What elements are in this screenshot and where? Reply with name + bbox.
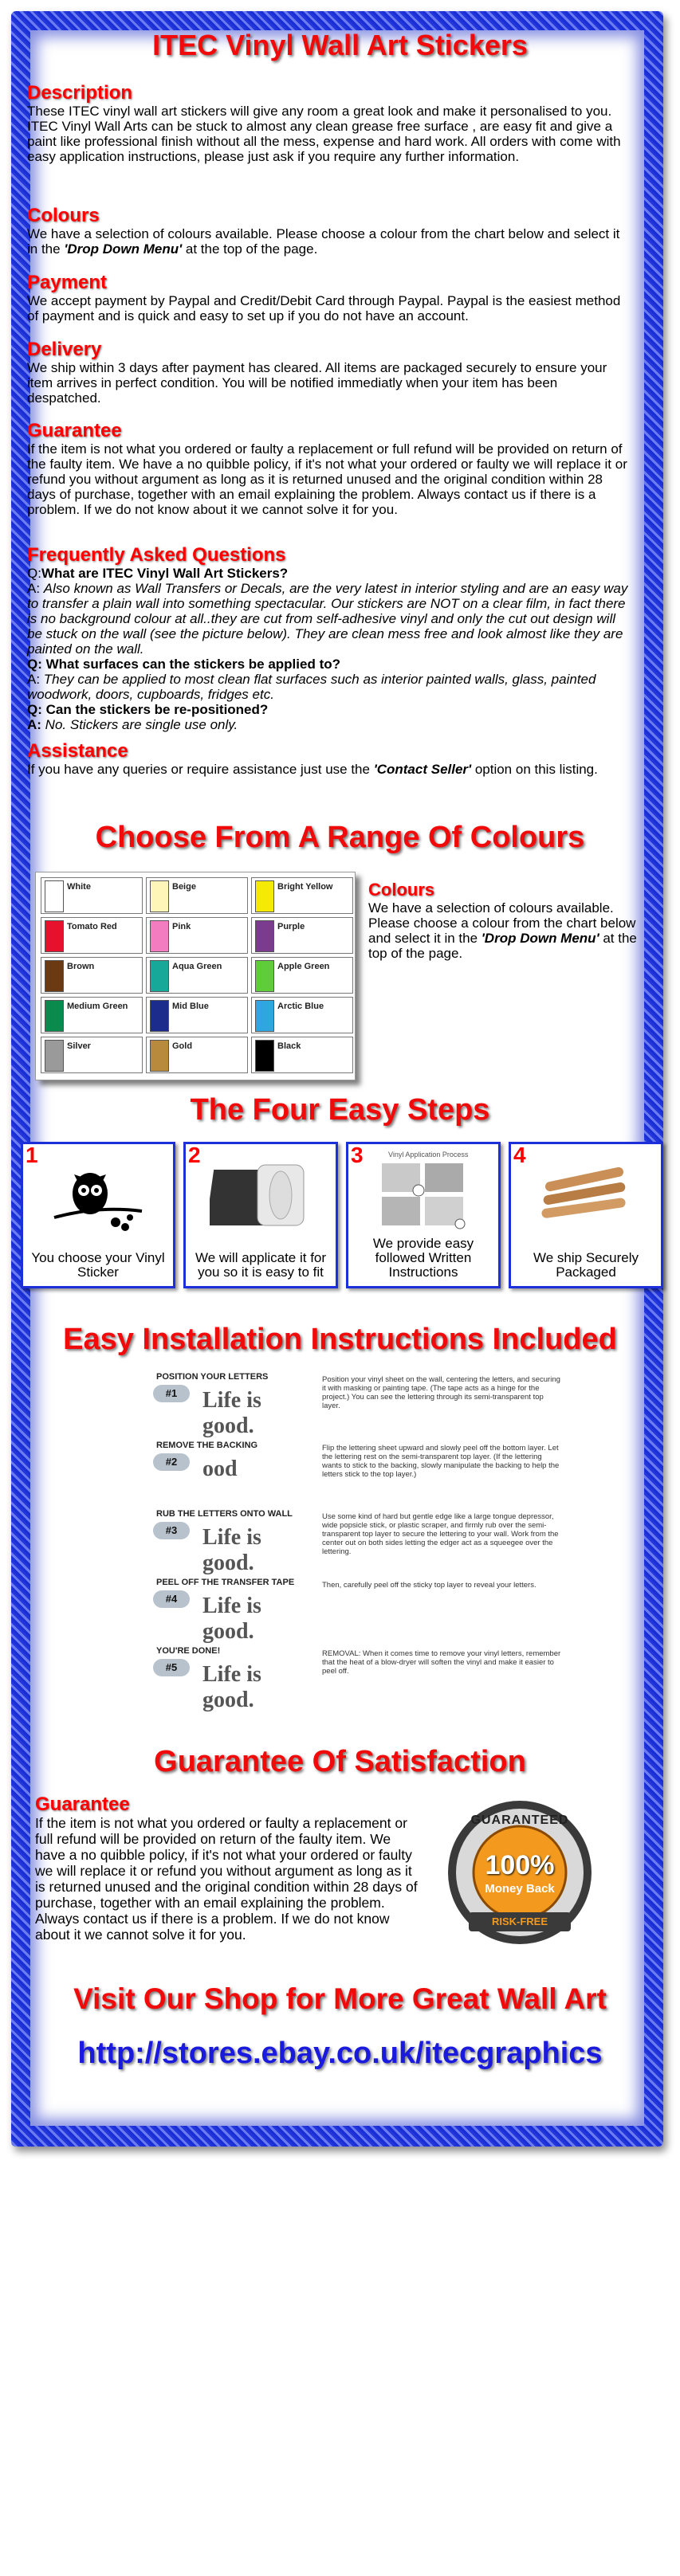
faq-question <box>27 657 633 672</box>
q-prefix: Q: <box>27 657 46 672</box>
seal-top-text: GUARANTEED <box>470 1813 569 1827</box>
side-text-b: at the top of the page. <box>368 931 637 961</box>
step-card-4 <box>509 1142 663 1288</box>
install-sample-text: Life is good. <box>202 1525 261 1575</box>
install-instructions <box>153 1372 568 1715</box>
faq-answer <box>27 672 633 702</box>
faq-question <box>27 702 633 717</box>
install-step-number: #1 <box>153 1385 190 1402</box>
swatch-color <box>255 880 274 912</box>
question-text: What surfaces can the stickers be applied to? <box>45 657 340 672</box>
colour-chart <box>35 872 356 1080</box>
section-assistance <box>27 741 633 777</box>
section-text: We ship within 3 days after payment has cleared. All items are packaged securely to ensure your item arrives in perfect condition. You will be notified immediatly when your item has been despatched. <box>27 360 607 406</box>
shop-url-link[interactable]: http://stores.ebay.co.uk/itecgraphics <box>77 2037 603 2070</box>
swatch-name: Bright Yellow <box>277 882 333 892</box>
satisfaction-block <box>35 1794 418 1943</box>
steps-title: The Four Easy Steps <box>190 1093 490 1127</box>
section-guarantee <box>27 421 633 517</box>
section-faq <box>27 545 633 732</box>
section-heading: Assistance <box>27 740 128 762</box>
colour-swatch <box>41 957 143 994</box>
section-text: These ITEC vinyl wall art stickers will give any room a great look and make it personalised to you. <box>27 104 612 119</box>
side-heading: Colours <box>368 880 435 900</box>
swatch-color <box>45 880 64 912</box>
install-step-desc: Position your vinyl sheet on the wall, centering the letters, and securing it with masking or painting tape. (The tape acts as a hinge for the project.) You can see the lettering through its semi-transparent top layer. <box>322 1375 560 1410</box>
install-step-title: YOU'RE DONE! <box>156 1646 221 1656</box>
section-text <box>27 762 633 777</box>
step-number: 3 <box>351 1143 364 1167</box>
section-description <box>27 83 633 164</box>
vinyl-roll-icon <box>210 1154 313 1233</box>
swatch-color <box>150 960 169 992</box>
swatch-color <box>45 1040 64 1072</box>
swatch-color <box>255 1000 274 1032</box>
postal-tubes-icon <box>537 1160 632 1232</box>
swatch-name: Pink <box>172 922 191 931</box>
swatch-grid <box>41 877 353 1073</box>
colours-side-info <box>368 880 639 961</box>
section-heading: Colours <box>27 205 100 226</box>
swatch-color <box>255 960 274 992</box>
swatch-color <box>255 1040 274 1072</box>
install-title: Easy Installation Instructions Included <box>63 1323 617 1356</box>
install-step-desc: REMOVAL: When it comes time to remove your vinyl letters, remember that the heat of a blow-dryer will soften the vinyl and make it easier to peel off. <box>322 1649 561 1676</box>
seal-sub: Money Back <box>485 1882 555 1896</box>
instructions-icon <box>380 1160 468 1232</box>
a-prefix: A: <box>27 672 44 687</box>
step-caption: We ship Securely Packaged <box>533 1250 639 1280</box>
section-delivery <box>27 339 633 406</box>
install-step-title: REMOVE THE BACKING <box>156 1441 258 1450</box>
satisfaction-text: If the item is not what you ordered or faulty a replacement or full refund will be provided on return of the faulty item. We have a no quibble policy, if it's not what your ordered or faulty we will replace it or refund you without argument as long as it is returned unused and the original condition within 28 days of purchase, together with an email explaining the problem. Always contact us if there is a problem. If we do not know about it we cannot solve it for you. <box>35 1815 418 1943</box>
satisfaction-heading: Guarantee <box>35 1794 130 1815</box>
step-number: 4 <box>513 1143 526 1167</box>
section-heading: Description <box>27 82 133 104</box>
seal-bottom-text: RISK-FREE <box>491 1915 548 1927</box>
assist-text: option on this listing. <box>471 762 598 777</box>
step-caption: We provide easy followed Written Instructions <box>372 1236 474 1280</box>
swatch-name: Gold <box>172 1041 193 1051</box>
faq-answer <box>27 717 633 732</box>
section-text <box>27 226 633 257</box>
swatch-color <box>150 1040 169 1072</box>
swatch-name: Black <box>277 1041 301 1051</box>
install-sample-text: Life is good. <box>202 1388 261 1438</box>
swatch-name: Mid Blue <box>172 1002 209 1011</box>
assist-text: If you have any queries or require assistance just use the <box>27 762 374 777</box>
step-card-2 <box>183 1142 338 1288</box>
contact-seller-link[interactable]: 'Contact Seller' <box>373 762 472 777</box>
owl-icon <box>50 1162 146 1241</box>
install-step-desc: Flip the lettering sheet upward and slowly peel off the bottom layer. Let the lettering rest on the semi-transparent top layer. (If the lettering wants to stick to the backing, slowly manipulate the backing to help the letters stick to the top layer.) <box>322 1444 560 1479</box>
swatch-color <box>150 920 169 952</box>
guarantee-seal <box>440 1793 599 1952</box>
colour-swatch <box>146 877 248 914</box>
section-payment <box>27 272 633 323</box>
answer-text: No. Stickers are single use only. <box>45 717 238 732</box>
install-step-number: #2 <box>153 1453 190 1471</box>
swatch-color <box>255 920 274 952</box>
install-step-number: #3 <box>153 1522 190 1539</box>
q-prefix: Q: <box>27 702 46 717</box>
install-sample-text: ood <box>202 1457 238 1481</box>
section-text: If the item is not what you ordered or faulty a replacement or full refund will be provided on return of the faulty item. We have a no quibble policy, if it's not what your ordered or faulty we will replace it or refund you without argument as long as it is returned unused and the original condition within 28 days of purchase, together with an email explaining the problem. Always contact us if there is a problem. If we do not know about it we cannot solve it for you. <box>27 441 627 517</box>
swatch-name: Aqua Green <box>172 962 222 971</box>
section-heading: Frequently Asked Questions <box>27 544 286 566</box>
a-prefix: A: <box>27 581 44 596</box>
step-caption: You choose your Vinyl Sticker <box>31 1250 165 1280</box>
install-step <box>153 1441 568 1512</box>
install-step-title: POSITION YOUR LETTERS <box>156 1372 269 1382</box>
section-text: We accept payment by Paypal and Credit/Debit Card through Paypal. Paypal is the easiest method of payment and is quick and easy to set up if you do not have an account. <box>27 293 621 323</box>
install-step-desc: Use some kind of hard but gentle edge like a large tongue depressor, wide popsicle stick, or plastic scraper, and firmly rub over the semi-transparent top layer to secure the lettering to your wall. Work from the center out on both sides letting the edger act as a squeegee over the lettering. <box>322 1512 559 1556</box>
install-sample-text: Life is good. <box>202 1662 261 1712</box>
install-step <box>153 1509 568 1581</box>
faq-question <box>27 566 633 581</box>
q-prefix: Q: <box>27 566 41 581</box>
colour-swatch <box>251 997 353 1033</box>
colour-swatch <box>251 877 353 914</box>
swatch-color <box>45 920 64 952</box>
swatch-name: Arctic Blue <box>277 1002 324 1011</box>
colours-title: Choose From A Range Of Colours <box>95 821 585 854</box>
colour-swatch <box>41 917 143 954</box>
steps-row <box>21 1142 658 1285</box>
colours-text: We have a selection of colours available. Please choose a colour from the chart below and select it in the 'Drop Down Menu' at the top of the page. <box>27 226 620 257</box>
swatch-name: Silver <box>67 1041 91 1051</box>
question-text: What are ITEC Vinyl Wall Art Stickers? <box>41 566 289 581</box>
colour-swatch <box>146 997 248 1033</box>
section-colours <box>27 206 633 257</box>
install-step-desc: Then, carefully peel off the sticky top layer to reveal your letters. <box>322 1581 537 1590</box>
section-heading: Delivery <box>27 339 102 360</box>
install-step-title: RUB THE LETTERS ONTO WALL <box>156 1509 293 1519</box>
colour-swatch <box>251 917 353 954</box>
swatch-name: Tomato Red <box>67 922 117 931</box>
install-step-number: #5 <box>153 1659 190 1676</box>
install-step <box>153 1578 568 1649</box>
answer-text: Also known as Wall Transfers or Decals, are the very latest in interior styling and are an easy way to transfer a plain wall into something spectacular. Our stickers are NOT on a clear film, in fact there is no background colour at all..they are cut from self-adhesive vinyl and only the cut out design will be stuck on the wall (see the picture below). They are clean mess free and look almost like they are painted on the wall. <box>27 581 628 657</box>
step-number: 1 <box>26 1143 38 1167</box>
swatch-color <box>45 1000 64 1032</box>
step-number: 2 <box>188 1143 201 1167</box>
question-text: Can the stickers be re-positioned? <box>45 702 269 717</box>
drop-down-menu-ref: 'Drop Down Menu' <box>481 931 599 946</box>
step-card-3 <box>346 1142 501 1288</box>
a-prefix: A: <box>27 717 45 732</box>
step-card-1 <box>21 1142 175 1288</box>
swatch-name: Medium Green <box>67 1002 128 1011</box>
colour-swatch <box>41 1037 143 1073</box>
swatch-name: White <box>67 882 91 892</box>
colour-swatch <box>251 957 353 994</box>
section-text: ITEC Vinyl Wall Arts can be stuck to almost any clean grease free surface , are easy fit and give a paint like professional finish without all the mess, expense and hard work. All orders with come with easy application instructions, please just ask if you require any further information. <box>27 119 621 164</box>
install-step-title: PEEL OFF THE TRANSFER TAPE <box>156 1578 295 1587</box>
step-caption: We will applicate it for you so it is easy to fit <box>195 1250 327 1280</box>
swatch-name: Brown <box>67 962 95 971</box>
install-step-number: #4 <box>153 1590 190 1608</box>
page-title: ITEC Vinyl Wall Art Stickers <box>152 29 528 61</box>
colour-swatch <box>146 917 248 954</box>
swatch-color <box>150 880 169 912</box>
swatch-name: Apple Green <box>277 962 330 971</box>
colour-swatch <box>41 997 143 1033</box>
section-heading: Guarantee <box>27 420 122 441</box>
side-text-a: We have a selection of colours available. Please choose a colour from the chart below and select it in the <box>368 900 636 946</box>
install-step <box>153 1646 568 1718</box>
swatch-name: Purple <box>277 922 305 931</box>
shop-title: Visit Our Shop for More Great Wall Art <box>73 1982 607 2015</box>
colour-swatch <box>251 1037 353 1073</box>
seal-percent: 100% <box>485 1850 555 1880</box>
swatch-name: Beige <box>172 882 196 892</box>
swatch-color <box>45 960 64 992</box>
colour-swatch <box>41 877 143 914</box>
swatch-color <box>150 1000 169 1032</box>
faq-answer <box>27 581 633 657</box>
colour-swatch <box>146 1037 248 1073</box>
instructions-image-label: Vinyl Application Process <box>388 1151 469 1159</box>
side-text <box>368 900 639 961</box>
satisfaction-title: Guarantee Of Satisfaction <box>154 1745 526 1778</box>
colour-swatch <box>146 957 248 994</box>
answer-text: They can be applied to most clean flat surfaces such as interior painted walls, glass, painted woodwork, doors, cupboards, fridges etc. <box>27 672 596 702</box>
install-step <box>153 1372 568 1444</box>
install-sample-text: Life is good. <box>202 1594 261 1644</box>
section-heading: Payment <box>27 272 108 293</box>
